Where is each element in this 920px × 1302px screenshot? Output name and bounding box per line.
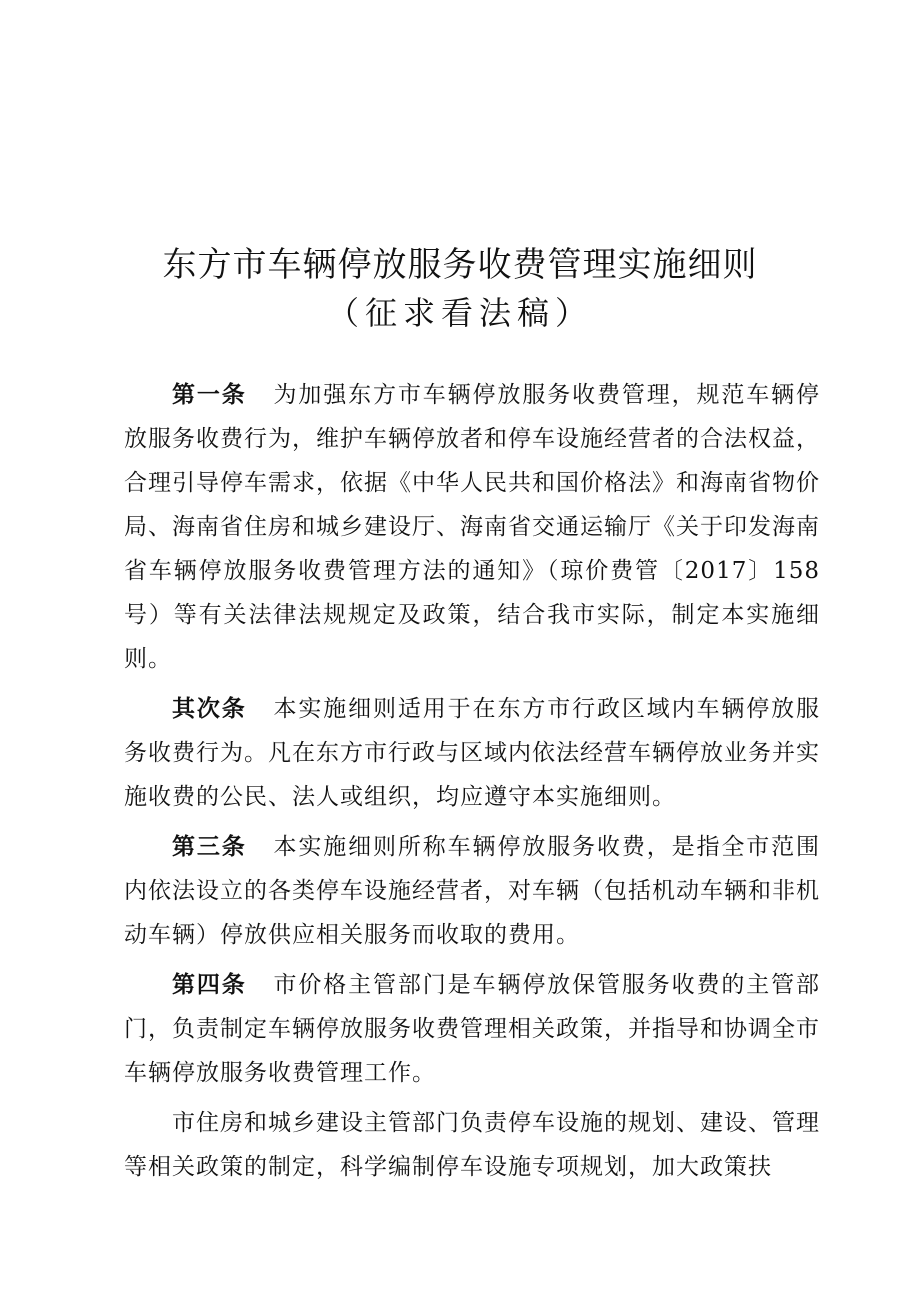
article-2-text: 本实施细则适用于在东方市行政区域内车辆停放服务收费行为。凡在东方市行政与区域内依法经营车辆停放业务并实施收费的公民、法人或组织，均应遵守本实施细则。 [124,696,821,810]
article-3-text: 本实施细则所称车辆停放服务收费，是指全市范围内依法设立的各类停车设施经营者，对车辆（包括机动车辆和非机动车辆）停放供应相关服务而收取的费用。 [124,834,821,948]
document-body [124,373,820,1189]
title-block [0,240,920,336]
article-3-label: 第三条 [172,834,247,860]
article-1-text: 为加强东方市车辆停放服务收费管理，规范车辆停放服务收费行为，维护车辆停放者和停车设施经营者的合法权益，合理引导停车需求，依据《中华人民共和国价格法》和海南省物价局、海南省住房和城乡建设厅、海南省交通运输厅《关于印发海南省车辆停放服务收费管理方法的通知》（琼价费管〔2017〕158号）等有关法律法规规定及政策，结合我市实际，制定本实施细则。 [124,382,821,672]
document-title: 东方市车辆停放服务收费管理实施细则 [162,245,758,285]
article-3 [124,825,820,957]
article-4 [124,963,820,1095]
article-2-label: 其次条 [172,696,247,722]
article-1 [124,373,820,681]
article-4-label: 第四条 [172,972,247,998]
article-2 [124,687,820,819]
extra-paragraph: 市住房和城乡建设主管部门负责停车设施的规划、建设、管理等相关政策的制定，科学编制停车设施专项规划，加大政策扶 [124,1110,820,1180]
document-subtitle: （征求看法稿） [326,294,593,332]
article-1-label: 第一条 [172,382,247,408]
article-4-text: 市价格主管部门是车辆停放保管服务收费的主管部门，负责制定车辆停放服务收费管理相关政策，并指导和协调全市车辆停放服务收费管理工作。 [124,972,821,1086]
